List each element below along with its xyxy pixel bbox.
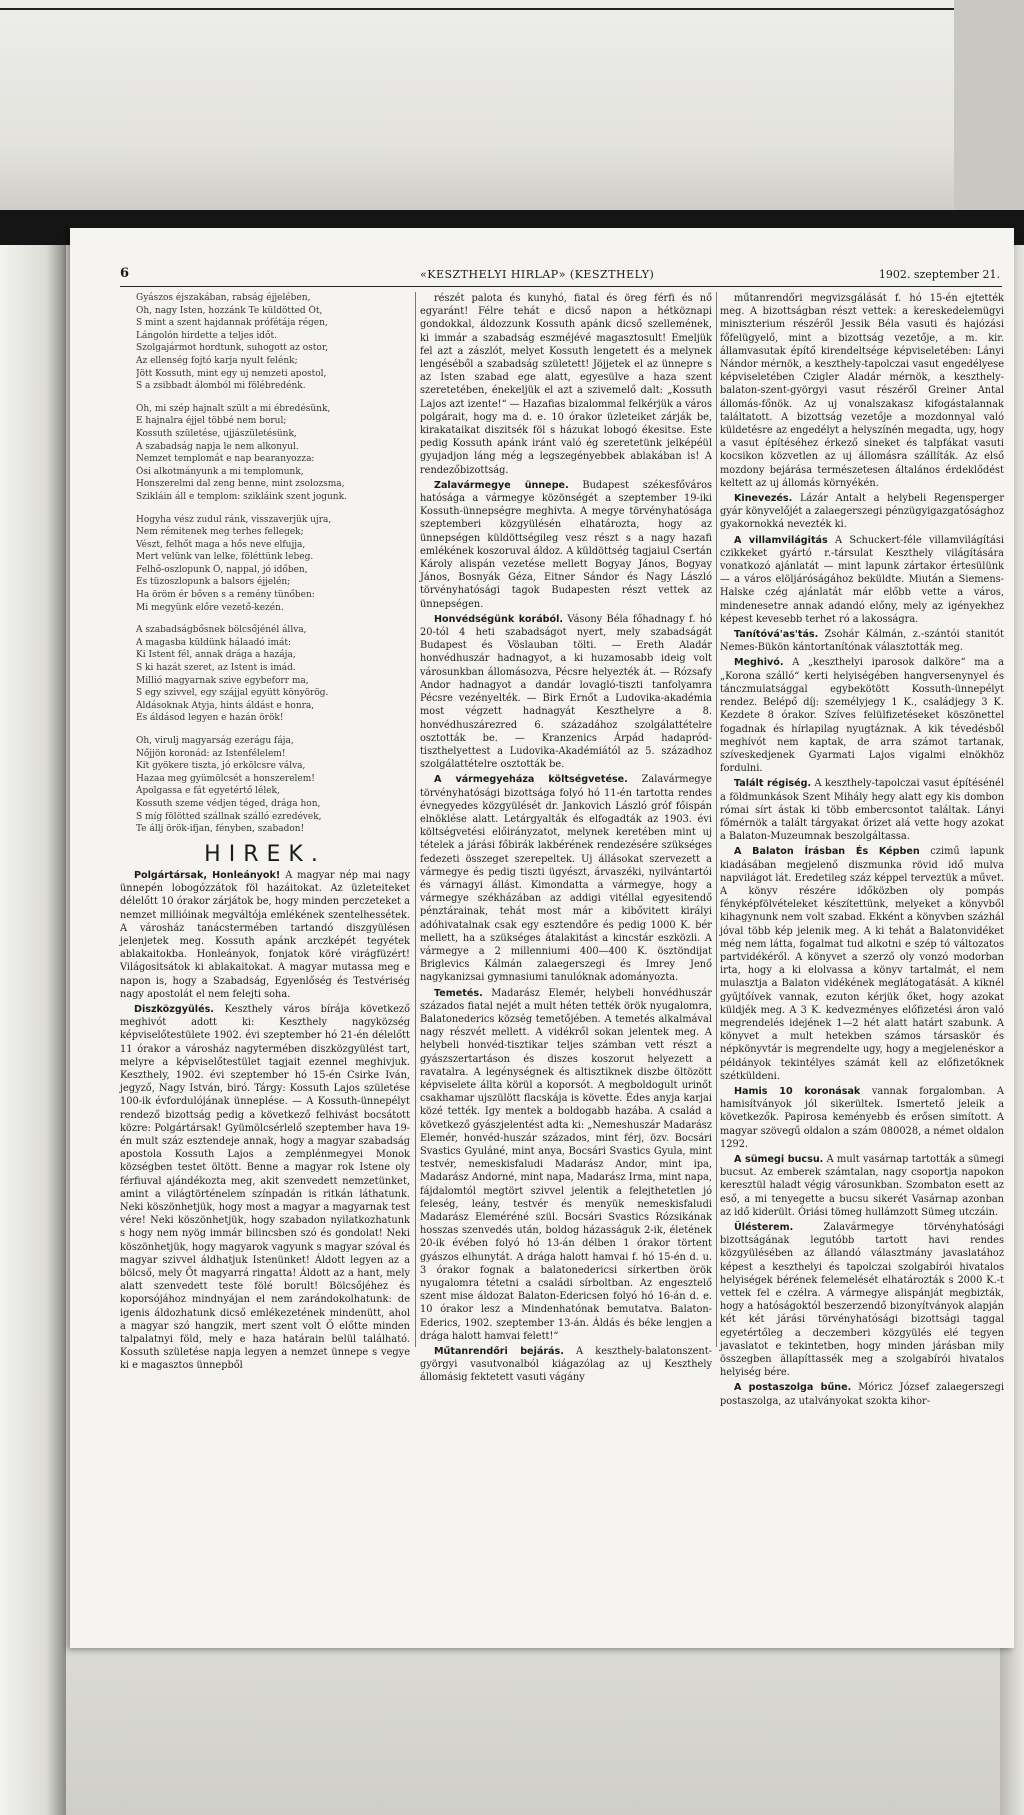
article-heading: Ülésterem.: [734, 1222, 794, 1234]
poem-line: S mint a szent hajdannak prófétája régen,: [136, 318, 328, 329]
article-heading: A sümegi bucsu.: [734, 1154, 824, 1165]
article-paragraph: [720, 777, 1004, 843]
poem-line: Hazaa meg gyümölcsét a honszerelem!: [136, 773, 315, 784]
article-heading: Zalavármegye ünnepe.: [434, 479, 569, 491]
article-text: Móricz József zalaegerszegi postaszolga, az utalványokat szokta kihor-: [720, 1382, 1004, 1407]
scanner-edge-line: [0, 8, 1024, 10]
poem-line: Felhő-oszlopunk Ő, nappal, jó időben,: [136, 564, 308, 575]
column-3: [720, 292, 1004, 1410]
article-heading: A villamvilágitás: [734, 534, 828, 546]
article-paragraph: [420, 987, 712, 1343]
article-text: czimű lapunk kiadásában megjelenő diszmunka rövid idő mulva napvilágot lát. Eredetileg száz képpel terveztük a művet. A könyv részére időközben oly pompás fényképfölvételeket készítettünk, melyeket a könyvből kihagynunk nem volt szabad. Ekként a könyvben százhál jóval több kép jelenik meg. A ki tehát a Balatonvidéket még nem látta, fogalmat tud alkotni e szép tó változatos partvidékéről. A könyvet a szerző oly vonzó modorban irta, hogy a ki elolvassa a könyv tartalmát, el nem mulasztja a Balaton vidékének meglátogatását. A kiknél gyűjtőívek vannak, ezuton kérjük őket, hogy azokat küldjék meg. A 3 K. kedvezményes előfizetési áron való megrendelés idejének 1—2 hét alatt határt szabunk. A könyvet a mult hetekben számos társaskör és népkönyvtár is megrendelte ugy, hogy a megjelenéskor a példányok tekintélyes számát kell az előfizetőknek szétküldeni.: [720, 846, 1004, 1082]
article-heading: A vármegyeháza költségvetése.: [434, 774, 628, 786]
poem: [136, 292, 410, 836]
article-paragraph: [420, 1345, 712, 1385]
page-number: 6: [120, 266, 130, 281]
poem-line: Millió magyarnak szive egybeforr ma,: [136, 675, 309, 686]
article-text: A magyar nép mai nagy ünnepén lobogózzátok föl hazáitokat. Az üzleteiteket délelőtt 10 órakor zárjátok be, hogy minden perczeteket a nemzet millióinak megváltója emlékének szentelhessétek. A városház tanácstermében tartandó diszgyülésen jelenjetek meg. Kossuth apánk arczképét tegyétek ablakaitokba. Honleányok, fonjatok köré virágfüzért! Világositsátok ki ablakaitokat. A magyar mutassa meg e napon is, hogy a Szabadság, Egyenlőség és Testvériség nagy apostolát el nem felejti soha.: [120, 869, 410, 1000]
poem-line: Áldásoknak Atyja, hints áldást e honra,: [136, 700, 315, 711]
article-text: Madarász Elemér, helybeli honvédhuszár százados fiatal nejét a mult héten tették örök nyugalomra, Balatonederics község temetőjében. A temetés alkalmával nagy részvét mellett. A vidékről sokan jelentek meg. A helybeli honvéd-tisztikar teljes számban vett részt a gyászszertartáson és diszes koszorut helyezett a ravatalra. A legénységnek és altisztiknek diszbe öltözött képviselete állta körül a koporsót. A megboldogult urinőt csakhamar ujszülött flacskája is követte. Édes anyja karjai közé tették. Igy mentek a boldogabb hazába. A család a következő gyászjelentést adta ki: „Nemeshuszár Madarász Elemér, honvéd-huszár százados, mint férj, özv. Bocsári Svastics Gyuláné, mint anya, Bocsári Svastics Gyula, mint testvér, nemeskisfaludi Madarász Andor, mint ipa, Madarász Andorné, mint napa, Madarász Irma, mint napa, fájdalomtól megtört szivvel jelentik a felejthetetlen jó feleség, leány, testvér és menyük nemeskisfaludi Madarász Eleméréné szül. Bocsári Svastics Rózsikának hosszas szenvedés után, boldog házasságuk 2-ik, életének 20-ik évében folyó hó 13-án délben 1 órakor törtent gyászos elhunytát. A drága halott hamvai f. hó 15-én d. u. 3 órakor fognak a balatonedericsi sírkertben örök nyugalomra tétetni a családi sírboltban. Az engesztelő szent mise áldozat Balaton-Edericsen folyó hó 16-án d. e. 10 órakor lesz a Mindenhatónak bemutatva. Balaton-Ederics, 1902. szeptember 13-án. Áldás és béke lengjen a drága halott hamvai felett!“: [420, 987, 712, 1342]
poem-line: Gyászos éjszakában, rabság éjjelében,: [136, 293, 311, 303]
poem-line: S ki hazát szeret, az Istent is imád.: [136, 663, 296, 674]
poem-line: Hogyha vész zudul ránk, visszaverjük ujra,: [136, 514, 332, 525]
article-text: Zalavármegye törvényhatósági bizottságának legutóbb tartott havi rendes közgyülésében az állandó választmány javaslatához képest a keszthelyi és tapolczai szolgabírói hivatalos helyiségek bérének felemelését elhatározták s 2000 K.-t vettek fel e czélra. A vármegye alispánját megbizták, hogy a hatóságoktól beszerzendő bizonyítványok alapján két két járási törvényhatósági bizottsági taggal egyetértőleg a deczemberi közgyülés elé tegyen javaslatot e tekintetben, hogy minden járásban mily összegben állapíttassék meg a szolgabírói hivatalos helyiség bére.: [720, 1222, 1004, 1379]
article-heading: Műtanrendőri bejárás.: [434, 1346, 564, 1358]
column-1: [120, 292, 410, 1375]
poem-line: Te állj örök-ifjan, fényben, szabadon!: [136, 824, 305, 835]
article-text: Budapest székesfőváros hatósága a vármegye közönségét a szeptember 19-iki Kossuth-ünnepségre meghivta. A megye törvényhatósága szeptemberi közgyülésén elhatározta, hogy az ünnepségen küldöttségileg vesz részt s a nagy hazafi emlékének koszoruval áldoz. A küldöttség tagjaiul Csertán Károly alispán vezetése mellett Bogyay János, Bogyay János, Bosnyák Géza, Eitner Sándor és Nagy László törvényhatósági tagok Budapesten részt vettek az ünnepségen.: [420, 479, 713, 610]
scanner-bed-bottom: [66, 1640, 1000, 1815]
article-paragraph: [720, 1221, 1004, 1379]
section-title: HIREK.: [204, 841, 326, 867]
article-heading: Diszközgyülés.: [134, 1003, 214, 1015]
article-paragraph: [420, 773, 712, 984]
column-divider-1: [415, 292, 416, 1347]
poem-line: A szabadság napja le nem alkonyul.: [136, 441, 299, 452]
poem-line: Mi megyünk előre vezető-kezén.: [136, 602, 284, 613]
article-paragraph: [720, 1381, 1004, 1407]
poem-line: Szolgajármot hordtunk, suhogott az ostor,: [136, 343, 329, 354]
poem-line: S a zsibbadt álomból mi fölébredénk.: [136, 381, 306, 392]
article-paragraph: [120, 869, 410, 1001]
poem-line: Oh, virulj magyarság ezerágu fája,: [136, 736, 294, 746]
article-heading: Hamis 10 koronásak: [734, 1085, 861, 1097]
article-text: Vásony Béla főhadnagy f. hó 20-tól 4 heti szabadságot nyert, mely szabadságát Budapest és Vöslauban tölti. — Ereth Aladár honvédhuszár hadnagyot, a ki huzamosabb ideig volt városunkban állomásozva, Pécsre helyezték át. — Rózsafy Andor hadnagyot a dandár lovagló-tiszti tanfolyamra Pécsre vezényelték. — Birk Ernőt a Ludovika-akadémia most végzett hadnagyát Keszthelyre a 8. honvédhuszárezred 6. századához szolgálattételre osztották be. — Kranzenics Árpád hadapród-tiszthelyettest a Ludovika-Akadémiától az 5. századhoz szolgálattételre osztották be.: [420, 613, 712, 771]
poem-line: Nem rémitenek meg terhes fellegek;: [136, 527, 304, 538]
poem-line: Szikláin áll e templom: szikláink szent jogunk.: [136, 491, 347, 502]
poem-line: És tüzoszlopunk a balsors éjjelén;: [136, 577, 291, 588]
stanza-gap: [136, 393, 410, 403]
header-rule: [120, 286, 1002, 287]
article-text: vannak forgalomban. A hamisítványok jól sikerültek. Ismertető jeleik a következők. Papirosa keményebb és erősen simított. A magyar szövegű oldalon a szám 080028, a német oldalon 1292.: [720, 1085, 1004, 1150]
stanza-gap: [136, 614, 410, 624]
article-heading: Meghivó.: [734, 657, 784, 669]
poem-line: Mert velünk van lelke, föléttünk lebeg.: [136, 552, 314, 563]
scanner-corner-shadow: [954, 0, 1024, 210]
stanza-gap: [136, 725, 410, 735]
page-binding-left: [0, 245, 66, 1815]
poem-line: És áldásod legyen e hazán örök!: [136, 713, 284, 724]
poem-line: Kit gyökere tiszta, jó erkölcsre válva,: [136, 761, 306, 772]
scanner-bed-top: [0, 0, 1024, 210]
article-text: A keszthely-tapolczai vasut építésénél a földmunkások Szent Mihály hegy alatt egy kis dombon római sírt ástak ki több embercsontot találtak. Lányi főmérnök a talált tárgyakat őrizet alá vette hogy azokat a Balaton-Muzeumnak beszolgáltassa.: [720, 778, 1004, 843]
newspaper-page: [70, 228, 1014, 1648]
poem-line: Jött Kossuth, mint egy uj nemzeti apostol,: [136, 368, 327, 379]
article-text: Keszthely város bírája következő meghivót adott ki: Keszthely nagyközség képviselőtestülete 1902. évi szeptember hó 21-én délelőtt 11 órakor a városház nagytermében diszközgyülést tart, melyre a képviselőtestület tagjait ezennel meghivjuk. Keszthely, 1902. évi szeptember hó 15-én Csirke Iván, jegyző, Nagy István, biró. Tárgy: Kossuth Lajos születése 100-ik évfordulójának ünneplése. — A Kossuth-ünnepélyt rendező bizottság pedig a következő felhivást bocsátott közre: Polgártársak! Gyümölcsérlelő szeptember hava 19-én mult száz esztendeje annak, hogy a magyar szabadság apostola Kossuth Lajos a zemplénmegyei Monok községben testet öltött. Benne a magyar rok Istene oly férfiuval ajándékozta meg, akit szenvedett nemzetünket, amint a világtörténelem színpadán is ritkán láthatunk. Neki köszönhetjük, hogy most a magyar a magyarnak test vére! Neki köszönhetjük, hogy szabadon nyilatkozhatunk s hogy nem nyög immár bilincsben szó és gondolat! Neki köszönhetjük, hogy magyarok vagyunk s magyar szóval és magyar szivvel áldhatjuk Istenünket! Áldott legyen az a bölcső, mely Őt magyarrá ringatta! Áldott az a hant, mely alatt szenvedett teste fölé borult! Bölcsőjéhez és koporsójához mindnyájan el nem zarándokolhatunk: de igenis áldozhatunk dicső emlékezetének mindenütt, ahol a magyar szó hangzik, mert szent volt Ő előtte minden talpalatnyi föld, mely e haza határain belül található. Kossuth születése napja legyen a nemzet ünnepe s vegye ki e magasztos ünnepből: [120, 1003, 410, 1372]
column-1-articles: [120, 869, 410, 1373]
column-2: [420, 292, 712, 1387]
article-paragraph: [420, 613, 712, 771]
poem-line: Nőjjön koronád: az Istenfélelem!: [136, 748, 286, 759]
article-text: A Schuckert-féle villamvilágítási czikkeket gyártó r.-társulat Keszthely világítására vonatkozó ajánlatát — mint lapunk zártakor értesülünk — a város elöljáróságához beküldte. Miután a Siemens-Halske czég ajánlatát már előbb vette a város, mindenesetre annak adandó előny, mely az igényekhez képest kevesebb terhet ró a lakosságra.: [720, 534, 1004, 625]
article-text: A mult vasárnap tartották a sümegi bucsut. Az emberek számtalan, nagy csoportja napokon keresztül haladt végig városunkban. Szombaton esett az eső, a mi tenyegette a bucsu sikerét Vasárnap azonban az idő kiderült. Óriási tömeg hullámzott Sümeg utczáin.: [720, 1154, 1004, 1218]
article-heading: A Balaton Írásban És Képben: [734, 846, 920, 858]
article-heading: Kinevezés.: [734, 493, 793, 505]
article-paragraph: [720, 628, 1004, 654]
poem-line: S míg fölötted szállnak szálló ezredévek,: [136, 811, 322, 822]
article-heading: Tanítóvá'as'tás.: [734, 629, 819, 641]
article-heading: Talált régiség.: [734, 778, 812, 790]
poem-line: Az ellenség fojtó karja nyult felénk;: [136, 355, 298, 366]
page-header: [120, 264, 1000, 286]
article-paragraph: [420, 479, 712, 611]
poem-line: Ősi alkotmányunk a mi templomunk,: [136, 466, 304, 477]
poem-line: Oh, nagy Isten, hozzánk Te küldötted Őt,: [136, 305, 323, 316]
poem-line: Kossuth születése, ujjászületésünk,: [136, 428, 297, 439]
poem-line: Oh, mi szép hajnalt szült a mi ébredésünk,: [136, 403, 331, 414]
poem-line: S egy szivvel, egy szájjal együtt könyörög.: [136, 688, 329, 699]
article-paragraph: [720, 845, 1004, 1083]
poem-line: Honszerelmi dal zeng benne, mint zsolozsma,: [136, 479, 345, 490]
article-paragraph: [720, 492, 1004, 532]
newspaper-title: «KESZTHELYI HIRLAP» (KESZTHELY): [420, 268, 655, 281]
article-paragraph: [420, 292, 712, 477]
article-text: Zsohár Kálmán, z.-szántói stanitót Nemes-Bükön kántortanítónak választották meg.: [720, 629, 1004, 654]
article-paragraph: [720, 1085, 1004, 1151]
article-paragraph: [720, 656, 1004, 775]
article-text: részét palota és kunyhó, fiatal és öreg férfi és nő egyaránt! Félre tehát e dicső napon a hétköznapi gondokkal, áldozzunk Kossuth apánk dicső szellemének, ki immár a szabadság eszméjévé magasztosult! Emeljük fel azt a zászlót, melyet Kossuth lengetett és a melynek lengéséből a szabadság született! Jöjjetek el az ünnepre s az Isten szabad ege alatt, egyesülve a haza szent szeretetében, énekeljük el azt a szivemelő dalt: „Kossuth Lajos azt izente!“ — Hazafias bizalommal felkérjük a város polgárait, hogy ma d. e. 10 órakor üzleteiket zárják be, kirakataikat diszitsék föl s házukat lobogó ékesitse. Este pedig Kossuth apánk iránt való ég szeretetünk jelképéül gyujadjon láng még a legszegényebbek ablakában is! A rendezőbizottság.: [420, 293, 712, 476]
poem-line: A szabadságbősnek bölcsőjénél állva,: [136, 625, 307, 636]
article-paragraph: [720, 534, 1004, 626]
article-heading: Honvédségünk korából.: [434, 613, 564, 625]
article-text: Lázár Antalt a helybeli Regensperger gyár könyvelőjét a zalaegerszegi pénzügyigazgatósághoz gyakornokká nevezték ki.: [720, 493, 1004, 531]
article-paragraph: [120, 1003, 410, 1373]
article-heading: Temetés.: [434, 987, 483, 999]
issue-date: 1902. szeptember 21.: [878, 268, 1000, 281]
article-paragraph: [720, 1153, 1004, 1219]
poem-line: Vészt, felhőt maga a hős neve elfujja,: [136, 539, 306, 550]
column-divider-2: [716, 292, 717, 1347]
article-text: Zalavármegye törvényhatósági bizottsága folyó hó 11-én tartotta rendes évnegyedes közgyülését dr. Jankovich László gróf főispán elnöklése alatt. Letárgyalták és elfogadták az 1903. évi költségvetési előirányzatot, melynek keretében mint uj tételek a járási főbirák lakbérének rendezésére szükséges fedezeti összeget szerepeltek. Uj állásokat szervezett a vármegye és pedig tiszti ügyészt, árvaszéki, nyilvántartói és várnagyi állást. Kimondatta a vármegye, hogy a vármegye székházában az addigi vitéllal egyesitendő pénztárainak, tehát most már a kibővitett királyi adóhivatalnak csak egy esztendőre és pedig 1000 K. bér mellett, ha a szükséges átalakitást a kincstár eszközli. A vármegye a 2 millenniumi 400—400 K. ösztöndijat Briglevics Kálmán zalaegerszegi és Imrey Jenő nagykanizsai gymnasiumi tanulóknak adományozta.: [420, 774, 712, 984]
article-heading: A postaszolga bűne.: [734, 1382, 852, 1394]
article-paragraph: [720, 292, 1004, 490]
poem-line: Ápolgassa e fát egyetértő lélek,: [136, 786, 280, 797]
poem-line: Nemzet templomát e nap bearanyozza:: [136, 454, 315, 465]
poem-line: Lángolón hirdette a teljes időt.: [136, 330, 277, 341]
poem-line: A magasba küldünk hálaadó imát:: [136, 637, 292, 648]
article-heading: Polgártársak, Honleányok!: [134, 869, 281, 881]
article-text: műtanrendőri megvizsgálását f. hó 15-én ejtették meg. A bizottságban részt vettek: a kereskedelemügyi miniszterium részéről Jessik Béla vasuti és hajózási főfelügyelő, mint a bizottság vezetője, a m. kir. államvasutak építő kirendeltsége képviseletében: Lányi Nándor mérnök, a keszthely-tapolczai vasut engedélyese képviseletében Czigler Aladár mérnök, a keszthely-balaton-szent-györgyi vasut részéről Greiner Antal állomás-főnök. Az uj vonalszakasz kifogástalannak találtatott. A bizottság vezetője a mozdonnyal való küldetésre az engedélyt a helyszínén megadta, ugy, hogy a vasut építéséhez érkező sineket és talpfákat vasuti kocsikon közvetlen az uj állomásra szállíták. Az első mozdony bejárása természetesen általános érdeklődést keltett az uj állomás környékén.: [720, 293, 1004, 489]
poem-line: Ha öröm ér bőven s a remény tünőben:: [136, 590, 315, 601]
poem-line: Kossuth szeme védjen téged, drága hon,: [136, 798, 321, 809]
poem-line: E hajnalra éjjel többé nem borul;: [136, 416, 287, 427]
stanza-gap: [136, 504, 410, 514]
poem-line: Ki Istent fél, annak drága a hazája,: [136, 650, 296, 661]
article-text: A keszthely-balatonszent-györgyi vasutvonalból kiágazólag az uj Keszthely állomásig fektetett vasuti vágány: [420, 1346, 712, 1384]
article-text: A „keszthelyi iparosok dalköre“ ma a „Korona szálló“ kerti helyiségében hangversenynyel és tánczmulatsággal egybekötött Kossuth-ünnepélyt rendez. Belépő díj: személyjegy 1 K., családjegy 3 K. Kezdete 8 órakor. Szíves felülfizetéseket köszönettel fogadnak és hírlapilag nyugtáznak. A kik tévedésből meghívót nem kaptak, de arra számot tartanak, szíveskedjenek Gyarmati Lajos vigalmi elnökhöz fordulni.: [720, 657, 1004, 775]
